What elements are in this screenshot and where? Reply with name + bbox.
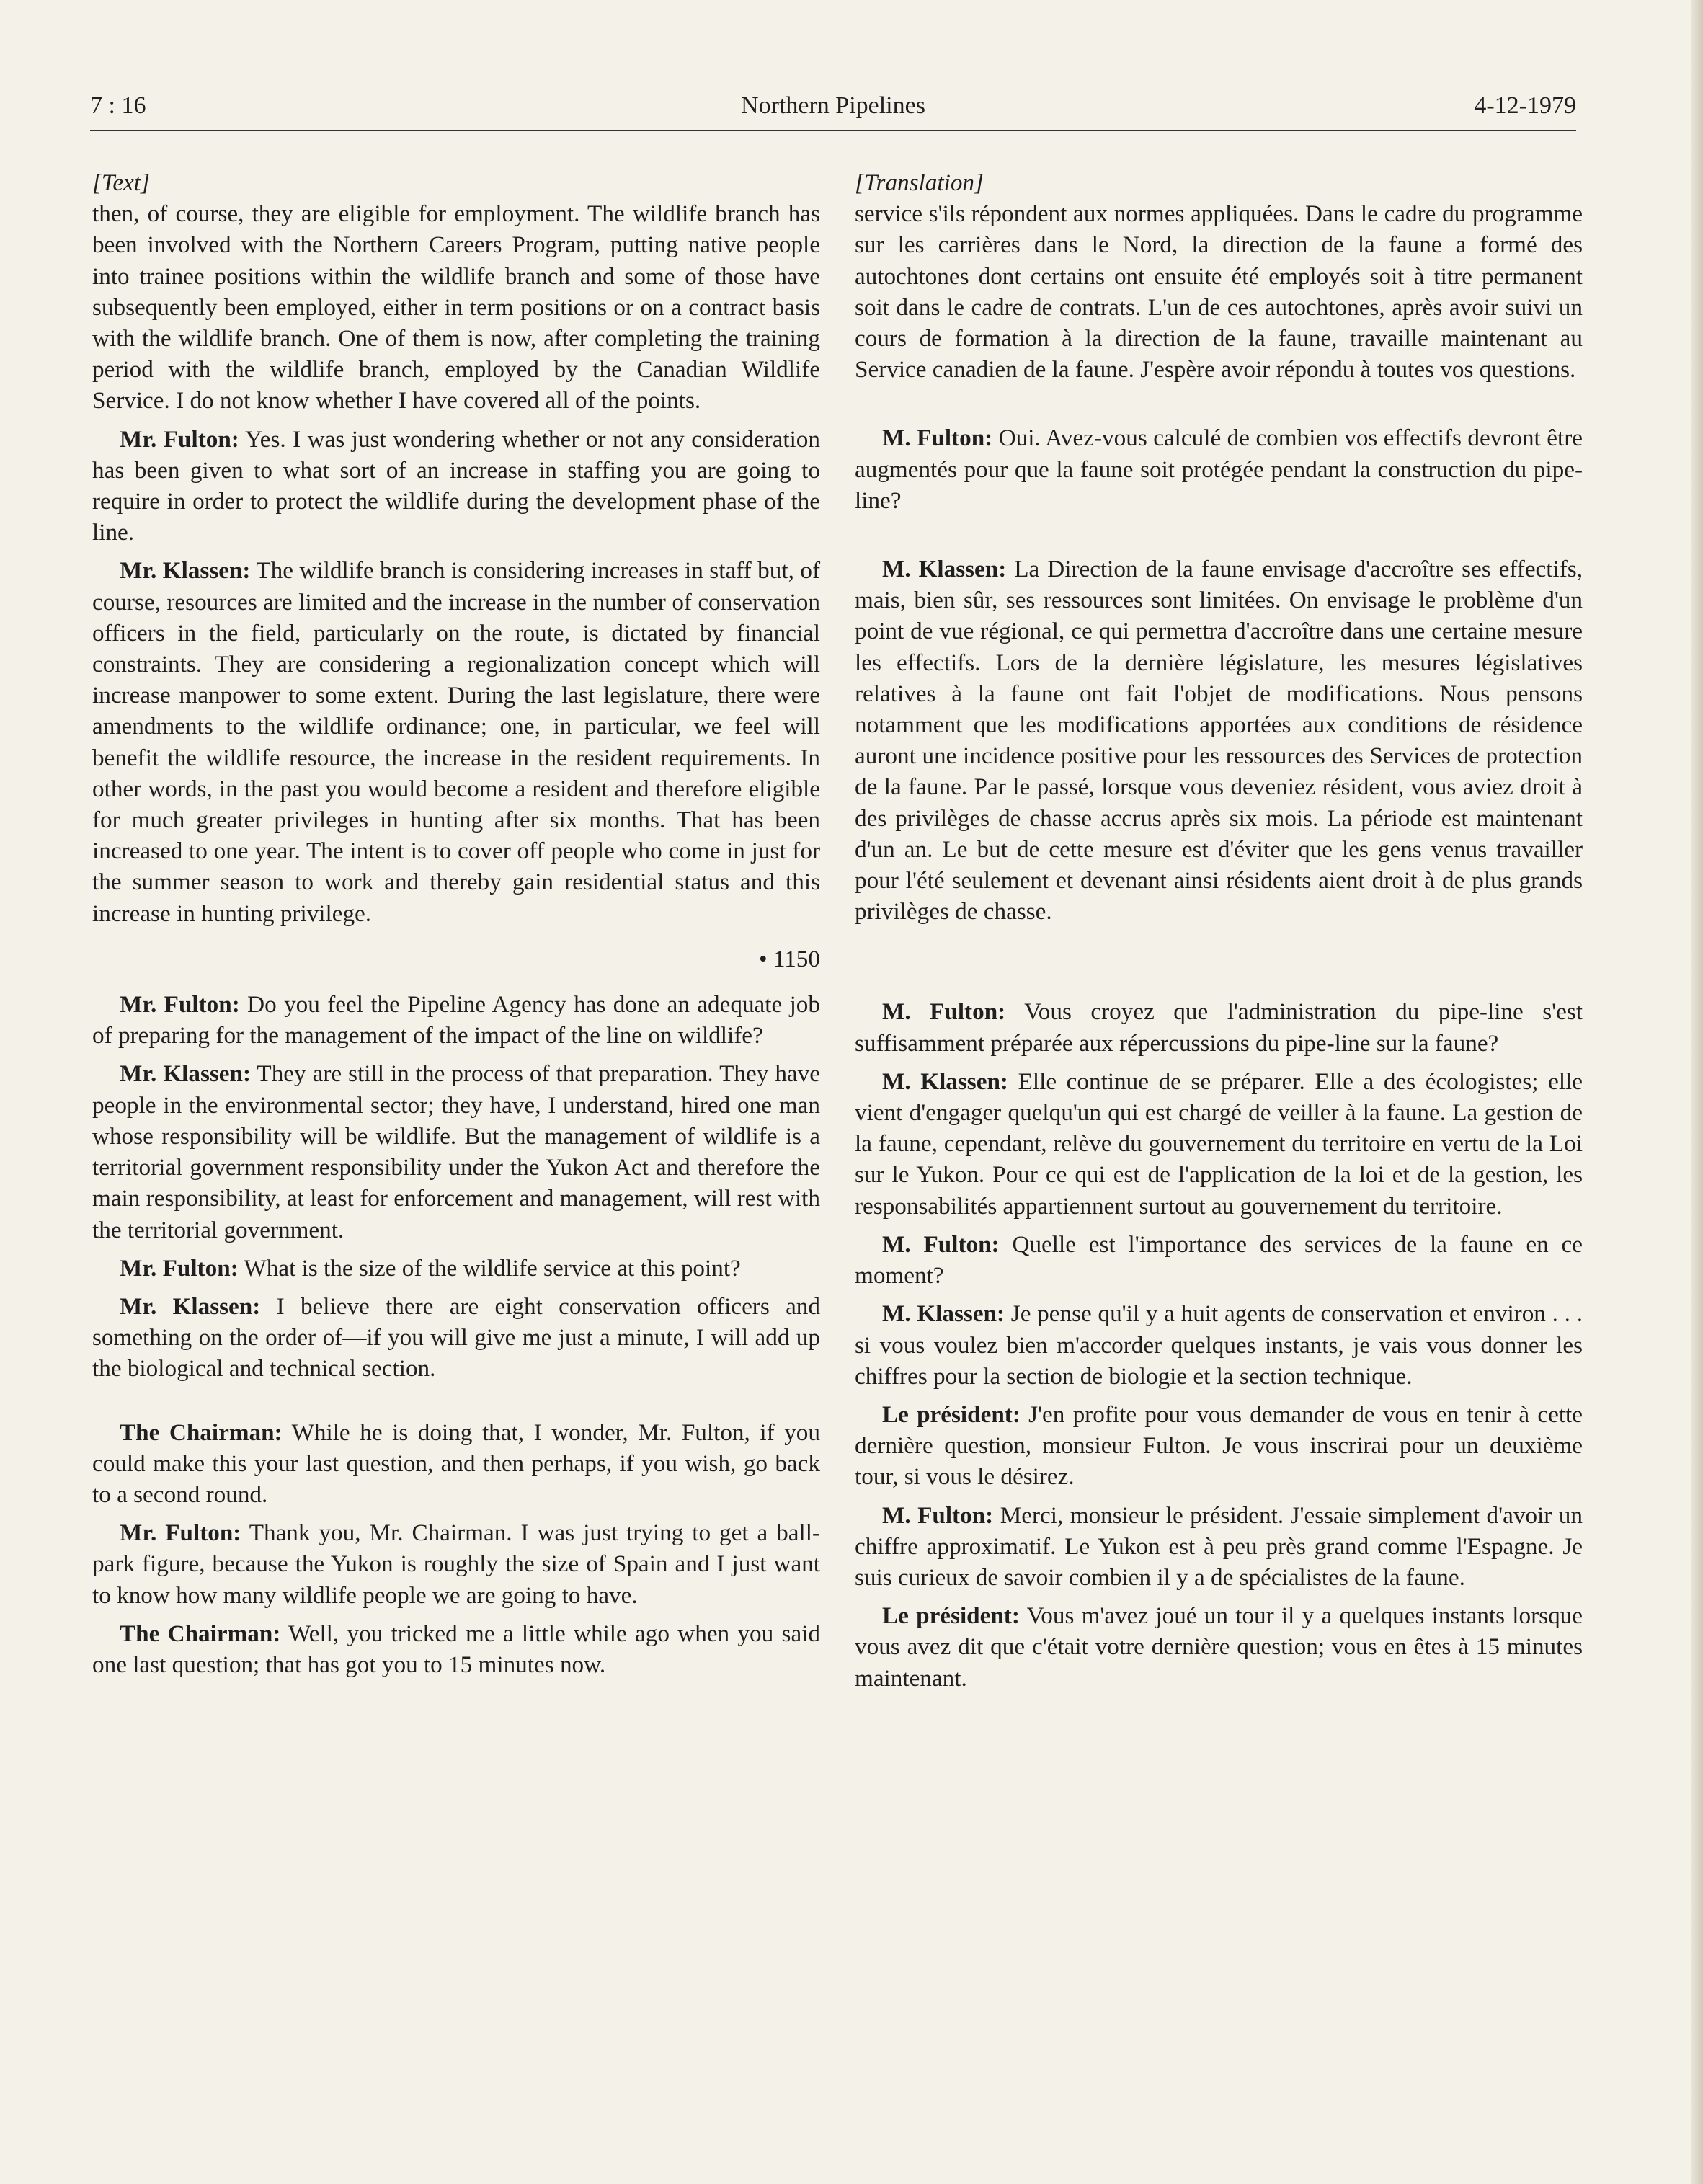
speech-paragraph (855, 1399, 1583, 1493)
speech-paragraph (92, 424, 820, 549)
speech-paragraph (855, 554, 1583, 927)
speech-text: Merci, monsieur le président. J'essaie simplement d'avoir un chiffre approximatif. Le Yukon est à peu près grand comme l'Espagne. Je suis curieux de savoir combien il y a de spécialistes de la faune. (855, 1501, 1583, 1591)
header-title: Northern Pipelines (741, 92, 925, 119)
speech-text: The wildlife branch is considering increases in staff but, of course, resources are limited and the increase in the number of conservation officers in the field, particularly on the route, is dictated by financial constraints. They are considering a regionalization concept which will increase manpower to some extent. During the last legislature, there were amendments to the wildlife ordinance; one, in particular, we feel will benefit the wildlife resource, the increase in the resident requirements. In other words, in the past you would become a resident and therefore eligible for much greater privileges in hunting after six months. That has been increased to one year. The intent is to cover off people who come in just for the summer season to work and thereby gain residential status and this increase in hunting privilege. (92, 557, 820, 927)
speech-paragraph (92, 1517, 820, 1611)
speech-paragraph (855, 422, 1583, 516)
time-marker: • 1150 (758, 945, 820, 972)
speaker-name: M. Fulton: (882, 1230, 1000, 1258)
speaker-name: Mr. Fulton: (120, 425, 239, 453)
paragraph: service s'ils répondent aux normes appliquées. Dans le cadre du programme sur les carrières dans le Nord, la direction de la faune a formé des autochtones dont certains ont ensuite été employés soit à titre permanent soit dans le cadre de contrats. L'un de ces autochtones, après avoir suivi un cours de formation à la direction de la faune, travaille maintenant au Service canadien de la faune. J'espère avoir répondu à toutes vos questions. (855, 200, 1583, 383)
speech-paragraph (92, 555, 820, 928)
speaker-name: Mr. Klassen: (120, 1292, 261, 1320)
speech-paragraph (855, 1600, 1583, 1694)
speech-paragraph (92, 1417, 820, 1511)
speech-paragraph (855, 1500, 1583, 1594)
speech-paragraph (92, 1291, 820, 1385)
speaker-name: Mr. Klassen: (120, 557, 251, 585)
speech-text: What is the size of the wildlife service at this point? (238, 1254, 741, 1282)
speech-paragraph (855, 1229, 1583, 1291)
column-label: [Translation] (855, 169, 984, 196)
speech-paragraph (92, 1618, 820, 1680)
speech-paragraph (855, 1298, 1583, 1392)
header-date: 4-12-1979 (1474, 92, 1576, 119)
speech-paragraph (855, 996, 1583, 1058)
speaker-name: Le président: (882, 1602, 1020, 1630)
speaker-name: M. Klassen: (882, 1067, 1008, 1095)
english-column (92, 167, 820, 1680)
speech-text: J'en profite pour vous demander de vous en tenir à cette dernière question, monsieur Fulton. Je vous inscrirai pour un deuxième tour, si vous le désirez. (855, 1400, 1583, 1491)
speech-text: They are still in the process of that preparation. They have people in the environmental sector; they have, I understand, hired one man whose responsibility will be wildlife. But the management of wildlife is a territorial government responsibility under the Yukon Act and therefore the main responsibility, at least for enforcement and management, will rest with the territorial government. (92, 1060, 820, 1243)
column-label: [Text] (92, 169, 150, 196)
speech-paragraph (92, 1253, 820, 1284)
speaker-name: M. Klassen: (882, 1300, 1005, 1328)
speech-text: Je pense qu'il y a huit agents de conservation et environ . . . si vous voulez bien m'accorder quelques instants, je vais vous donner les chiffres pour la section de biologie et la section technique. (855, 1300, 1583, 1390)
speech-text: La Direction de la faune envisage d'accroître ses effectifs, mais, bien sûr, ses ressources sont limitées. On envisage le problème d'un point de vue régional, ce qui permettra d'accroître dans une certaine mesure les effectifs. Lors de la dernière législature, les mesures législatives relatives à la faune ont fait l'objet de modifications. Nous pensons notamment que les modifications apportées aux conditions de résidence auront une incidence positive pour les ressources des Services de protection de la faune. Par le passé, lorsque vous deveniez résident, vous aviez droit à des privilèges de chasse accrus après six mois. La période est maintenant d'un an. Le but de cette mesure est d'éviter que les gens venus travailler pour l'été seulement et devenant ainsi résidents aient droit à de plus grands privilèges de chasse. (855, 556, 1583, 925)
speaker-name: M. Klassen: (882, 556, 1007, 583)
speech-paragraph (855, 1066, 1583, 1222)
speaker-name: Le président: (882, 1400, 1021, 1428)
paragraph: then, of course, they are eligible for employment. The wildlife branch has been involved with the Northern Careers Program, putting native people into trainee positions within the wildlife branch and some of those have subsequently been employed, either in term positions or on a contract basis with the wildlife branch. One of them is now, after completing the training period with the wildlife branch, employed by the Canadian Wildlife Service. I do not know whether I have covered all of the points. (92, 200, 820, 414)
speaker-name: M. Fulton: (882, 1501, 994, 1529)
french-column (855, 167, 1583, 1694)
header-page-number: 7 : 16 (90, 92, 146, 119)
speaker-name: Mr. Klassen: (120, 1060, 252, 1088)
speech-text: Oui. Avez-vous calculé de combien vos effectifs devront être augmentés pour que la faune soit protégée pendant la construction du pipe-line? (855, 425, 1583, 514)
speaker-name: The Chairman: (120, 1419, 283, 1446)
speech-text: Do you feel the Pipeline Agency has done an adequate job of preparing for the management of the impact of the line on wildlife? (92, 991, 820, 1049)
speaker-name: M. Fulton: (882, 425, 993, 452)
speech-paragraph (92, 989, 820, 1051)
speaker-name: Mr. Fulton: (120, 1519, 241, 1547)
speech-text: Quelle est l'importance des services de la faune en ce moment? (855, 1230, 1583, 1289)
speech-text: Well, you tricked me a little while ago when you said one last question; that has got you to 15 minutes now. (92, 1620, 820, 1678)
speech-text: Thank you, Mr. Chairman. I was just trying to get a ball-park figure, because the Yukon is roughly the size of Spain and I just want to know how many wildlife people we are going to have. (92, 1519, 820, 1609)
speech-paragraph (92, 1058, 820, 1245)
speaker-name: Mr. Fulton: (120, 991, 240, 1018)
speaker-name: The Chairman: (120, 1620, 281, 1647)
page-header (90, 92, 1576, 131)
speech-text: Vous m'avez joué un tour il y a quelques instants lorsque vous avez dit que c'était votre dernière question; vous en êtes à 15 minutes maintenant. (855, 1602, 1583, 1692)
speech-text: Elle continue de se préparer. Elle a des écologistes; elle vient d'engager quelqu'un qui est chargé de veiller à la faune. La gestion de la faune, cependant, relève du gouvernement du territoire en vertu de la Loi sur le Yukon. Pour ce qui est de l'application de la loi et de la gestion, les responsabilités appartiennent surtout au gouvernement du territoire. (855, 1067, 1583, 1220)
speaker-name: M. Fulton: (882, 998, 1006, 1026)
speech-text: While he is doing that, I wonder, Mr. Fulton, if you could make this your last question, and then perhaps, if you wish, go back to a second round. (92, 1419, 820, 1508)
speech-text: Vous croyez que l'administration du pipe-line s'est suffisamment préparée aux répercussions du pipe-line sur la faune? (855, 998, 1583, 1057)
page-edge (1691, 0, 1703, 2184)
speech-text: Yes. I was just wondering whether or not any consideration has been given to what sort of an increase in staffing you are going to require in order to protect the wildlife during the development phase of the line. (92, 425, 820, 546)
speech-text: I believe there are eight conservation officers and something on the order of—if you will give me just a minute, I will add up the biological and technical section. (92, 1292, 820, 1382)
speaker-name: Mr. Fulton: (120, 1254, 239, 1282)
